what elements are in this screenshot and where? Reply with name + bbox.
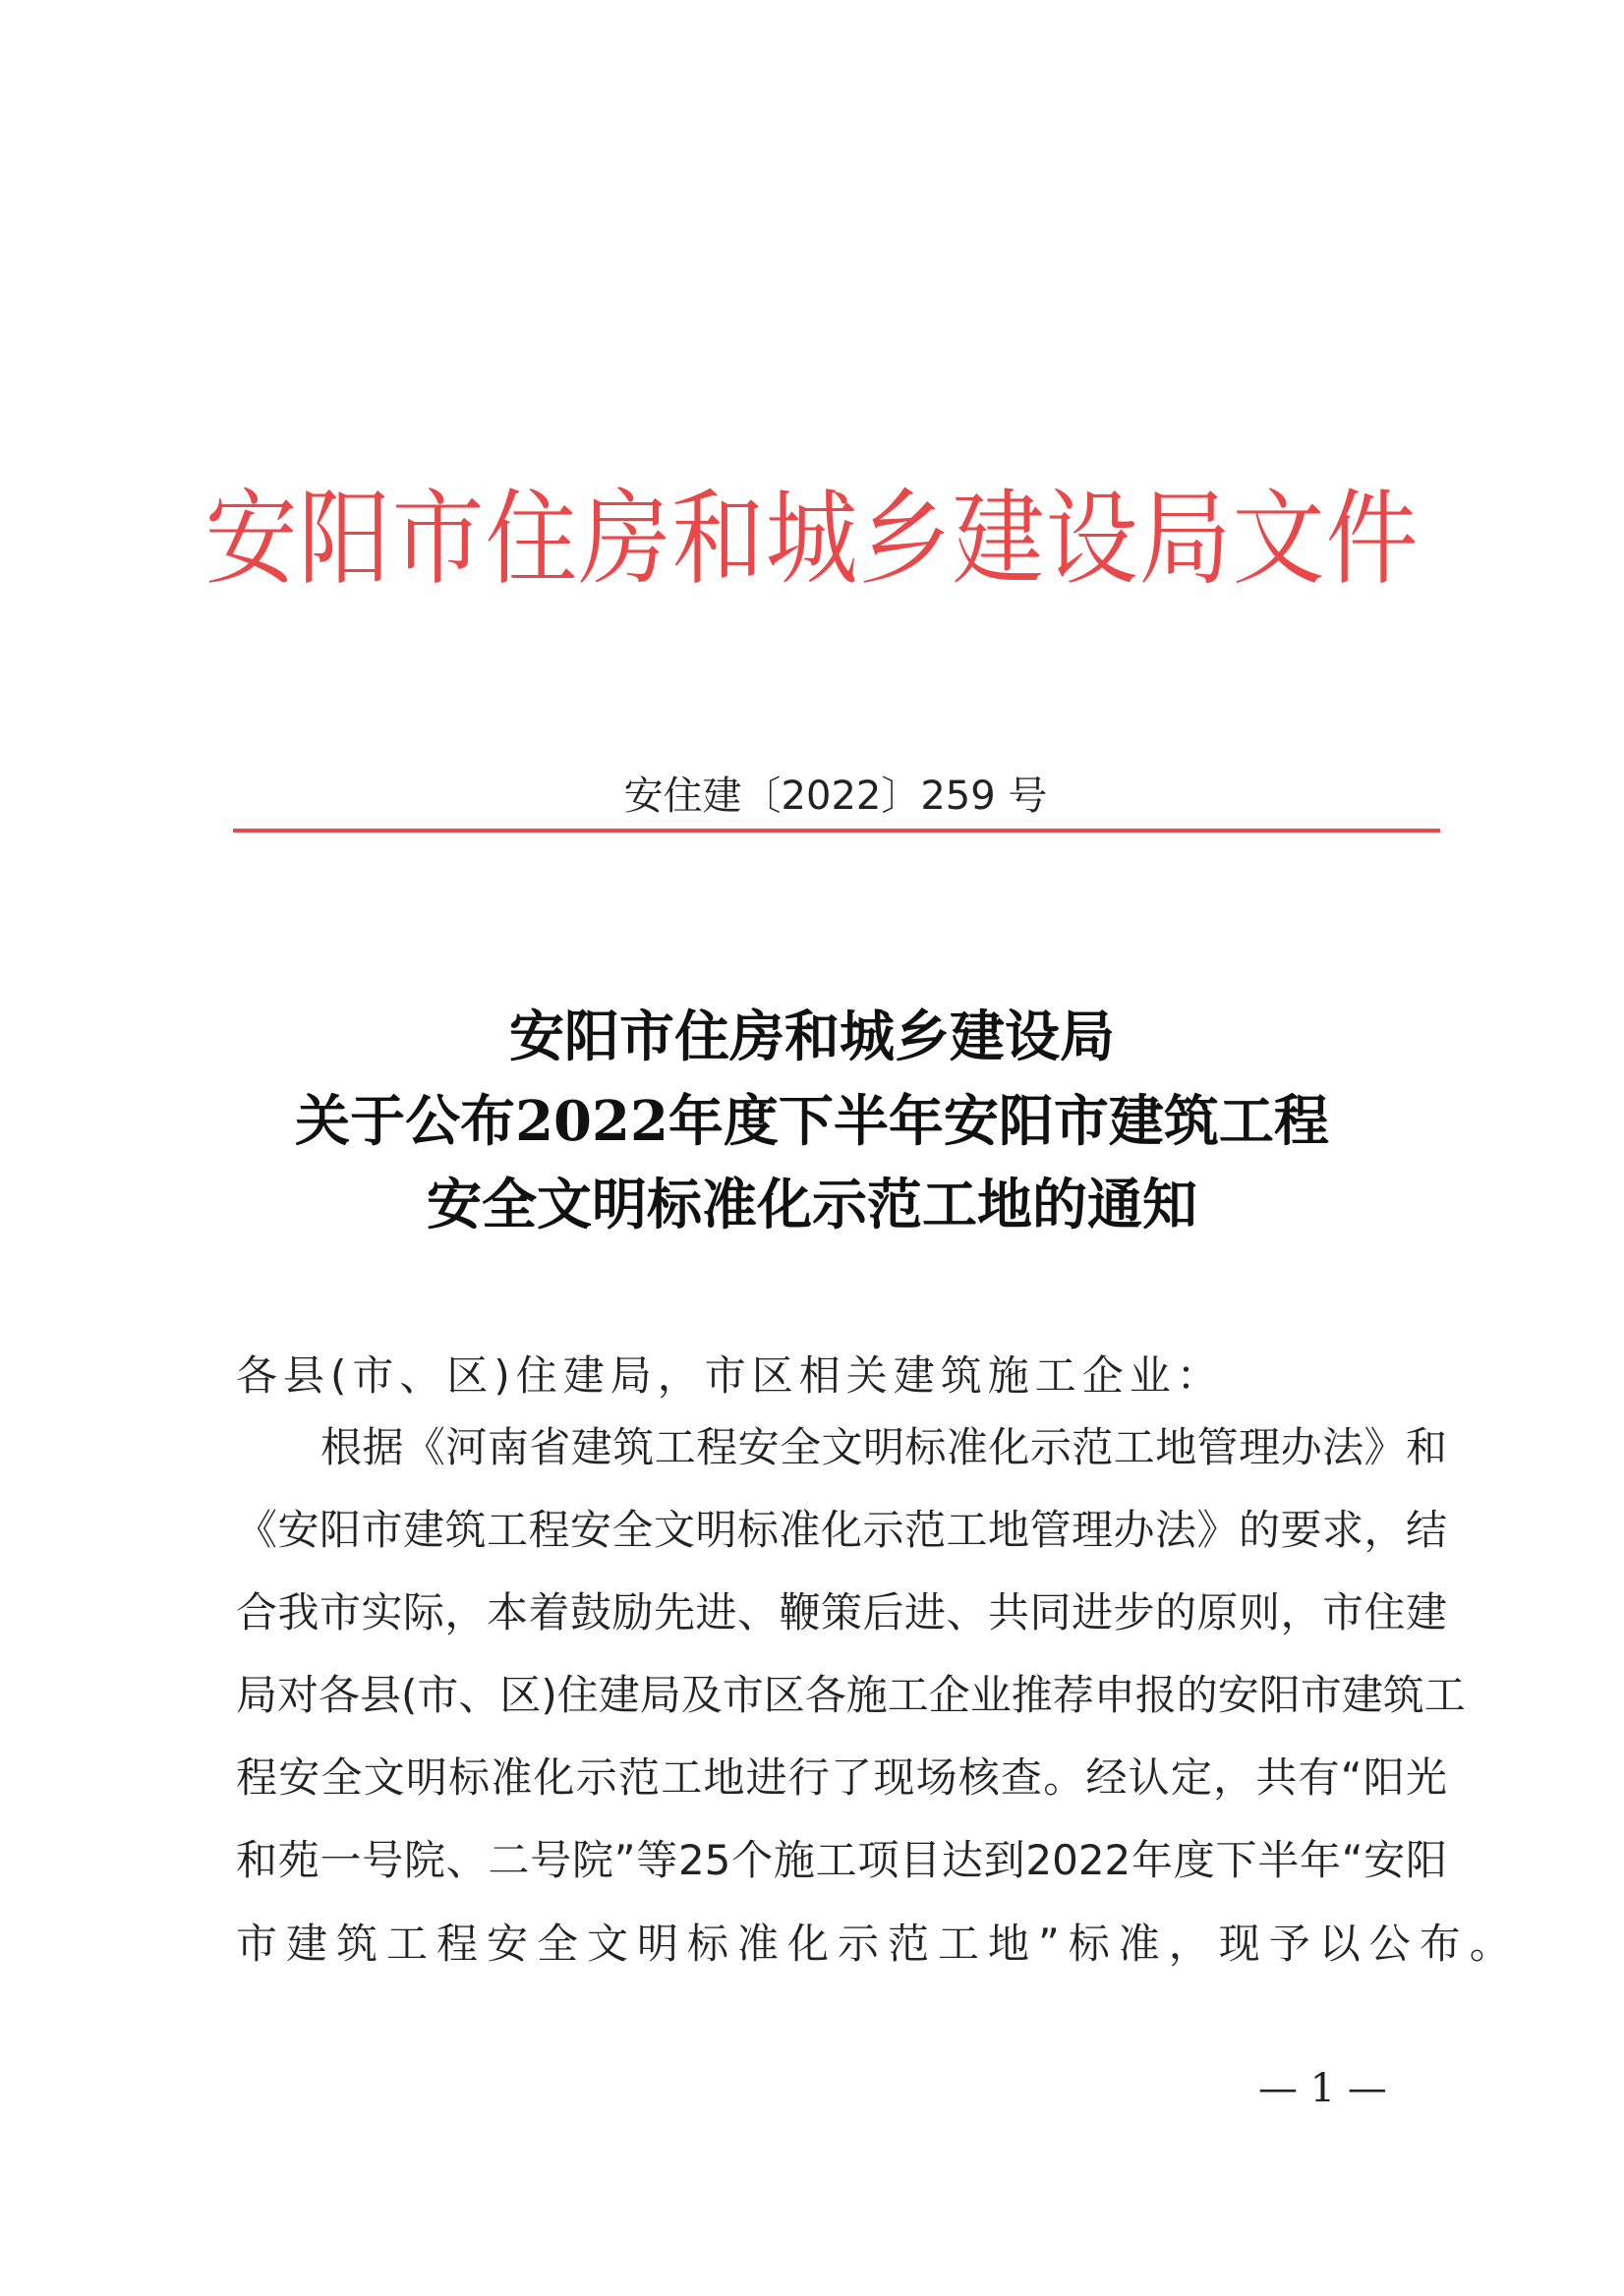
body-line: 《安阳市建筑工程安全文明标准化示范工地管理办法》的要求，结	[236, 1506, 1447, 1554]
notice-title-line-1: 安阳市住房和城乡建设局	[509, 1004, 1115, 1069]
body-line: 根据《河南省建筑工程安全文明标准化示范工地管理办法》和	[320, 1423, 1447, 1471]
notice-title-line-2: 关于公布2022年度下半年安阳市建筑工程	[295, 1089, 1329, 1154]
notice-title-line-3: 安全文明标准化示范工地的通知	[427, 1173, 1197, 1237]
body-line: 和苑一号院、二号院”等25个施工项目达到2022年度下半年“安阳	[236, 1836, 1447, 1884]
body-line: 局对各县(市、区)住建局及市区各施工企业推荐申报的安阳市建筑工	[236, 1671, 1466, 1719]
body-line: 程安全文明标准化示范工地进行了现场核查。经认定，共有“阳光	[236, 1753, 1447, 1802]
red-divider-line	[233, 829, 1440, 832]
body-line: 合我市实际，本着鼓励先进、鞭策后进、共同进步的原则，市住建	[236, 1588, 1447, 1636]
salutation: 各县(市、区)住建局，市区相关建筑施工企业：	[236, 1351, 1224, 1400]
body-line: 市建筑工程安全文明标准化示范工地”标准，现予以公布。	[236, 1920, 1520, 1968]
document-number: 安住建〔2022〕259 号	[623, 774, 1048, 819]
issuing-organization-header: 安阳市住房和城乡建设局文件	[204, 480, 1420, 601]
page-number: — 1 —	[1258, 2066, 1387, 2111]
